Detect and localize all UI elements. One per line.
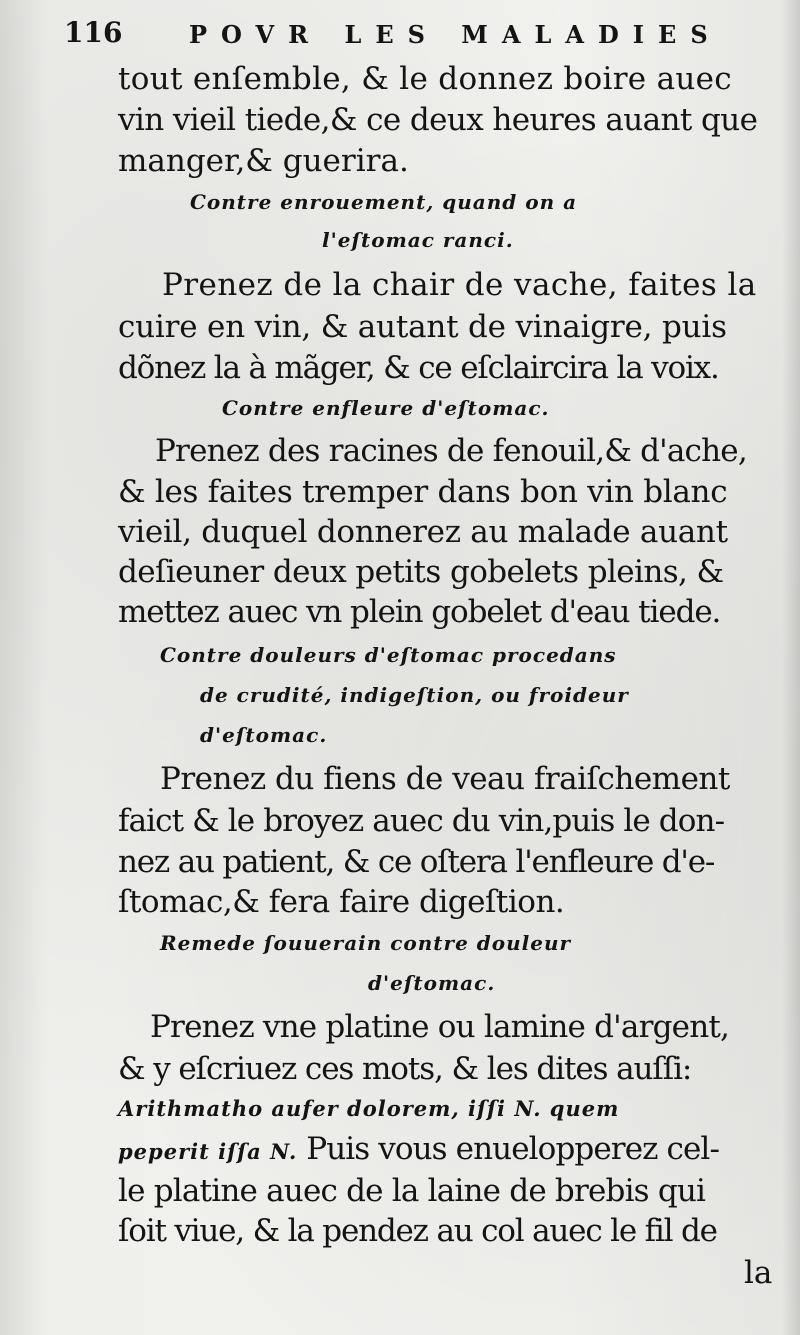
section-heading: Remede ſouuerain contre douleur — [160, 931, 572, 955]
text-line: ſtomac,& fera faire digeſtion. — [118, 884, 565, 920]
text-line: Prenez de la chair de vache, faites la — [162, 267, 757, 303]
text-line: Prenez du fiens de veau fraiſchement — [160, 761, 730, 797]
text-span: Puis vous enuelopperez cel- — [297, 1131, 720, 1167]
section-heading: d'eſtomac. — [200, 723, 328, 747]
text-line: tout enſemble, & le donnez boire auec — [118, 61, 732, 97]
section-heading: de crudité, indigeſtion, ou froideur — [200, 683, 629, 707]
text-line: faict & le broyez auec du vin,puis le don- — [118, 803, 725, 839]
text-line: deſieuner deux petits gobelets pleins, & — [118, 554, 724, 590]
text-line: cuire en vin, & autant de vinaigre, puis — [118, 309, 727, 345]
text-line: mettez auec vn plein gobelet d'eau tiede. — [118, 594, 721, 630]
text-line: manger,& guerira. — [118, 143, 409, 179]
page-header — [64, 14, 764, 58]
section-heading: Contre enfleure d'eſtomac. — [222, 396, 550, 420]
text-line: dõnez la à mãger, & ce eſclaircira la voix. — [118, 350, 719, 386]
text-line: ſoit viue, & la pendez au col auec le fil de — [118, 1213, 717, 1249]
incantation-line: Arithmatho aufer dolorem, iſſi N. quem — [118, 1096, 620, 1121]
text-line — [118, 1130, 719, 1171]
section-heading: l'eſtomac ranci. — [322, 228, 514, 252]
section-heading: Contre douleurs d'eſtomac procedans — [160, 643, 617, 667]
text-line: Prenez des racines de fenouil,& d'ache, — [155, 433, 747, 469]
section-heading: d'eſtomac. — [368, 971, 496, 995]
catchword: la — [744, 1255, 773, 1291]
running-title: POVR LES MALADIES — [189, 20, 722, 49]
page-edge-shadow — [782, 0, 800, 1335]
text-line: le platine auec de la laine de brebis qui — [118, 1173, 706, 1209]
incantation-text: peperit iſſa N. — [118, 1139, 298, 1164]
text-line: & les faites tremper dans bon vin blanc — [118, 474, 728, 510]
text-line: nez au patient, & ce oſtera l'enfleure d'e- — [118, 844, 715, 880]
text-line: Prenez vne platine ou lamine d'argent, — [150, 1009, 730, 1045]
text-line: vieil, duquel donnerez au malade auant — [118, 514, 728, 550]
page-number: 116 — [64, 16, 123, 49]
text-line: vin vieil tiede,& ce deux heures auant que — [118, 102, 758, 138]
text-line: & y eſcriuez ces mots, & les dites auſſi: — [118, 1051, 692, 1087]
section-heading: Contre enrouement, quand on a — [190, 190, 578, 214]
